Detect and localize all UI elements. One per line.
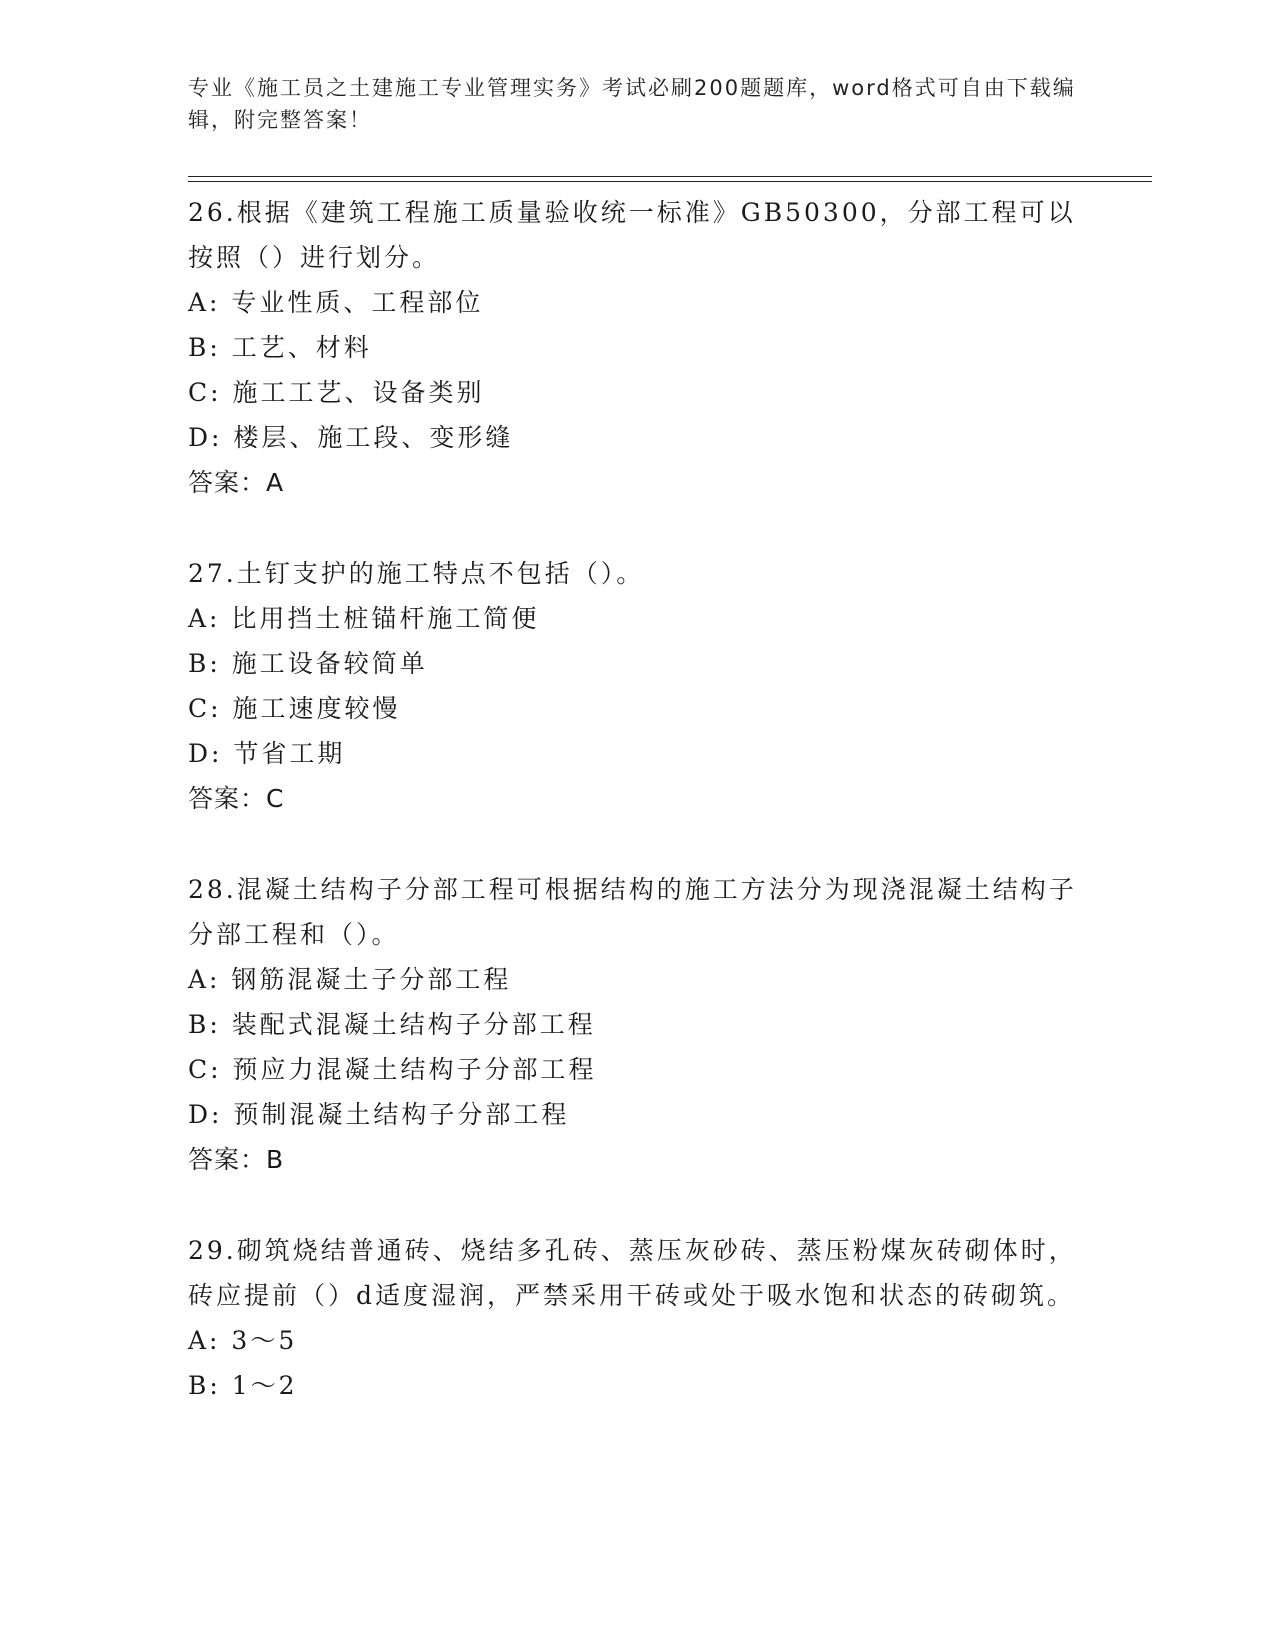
- option-b: B: 施工设备较简单: [188, 649, 428, 678]
- option-c: C: 预应力混凝土结构子分部工程: [188, 1055, 597, 1084]
- option-a: A: 钢筋混凝土子分部工程: [188, 965, 512, 994]
- option-c: C: 施工工艺、设备类别: [188, 378, 485, 407]
- answer: 答案：A: [188, 468, 285, 497]
- header-divider-bottom: [188, 181, 1152, 182]
- option-a: A: 专业性质、工程部位: [188, 288, 484, 317]
- question-text: 28.混凝土结构子分部工程可根据结构的施工方法分为现浇混凝土结构子分部工程和（）。: [188, 875, 1077, 949]
- option-d: D: 节省工期: [188, 739, 346, 768]
- question-text: 26.根据《建筑工程施工质量验收统一标准》GB50300，分部工程可以按照（）进行划分。: [188, 198, 1076, 272]
- question-29: [188, 1228, 1088, 1408]
- question-28: [188, 867, 1088, 1182]
- answer: 答案：C: [188, 784, 285, 813]
- option-b: B: 1～2: [188, 1371, 298, 1400]
- question-text: 29.砌筑烧结普通砖、烧结多孔砖、蒸压灰砂砖、蒸压粉煤灰砖砌体时，砖应提前（）d适度湿润，严禁采用干砖或处于吸水饱和状态的砖砌筑。: [188, 1236, 1077, 1310]
- option-b: B: 装配式混凝土结构子分部工程: [188, 1010, 596, 1039]
- option-c: C: 施工速度较慢: [188, 694, 401, 723]
- header-divider-top: [188, 176, 1152, 177]
- question-26: [188, 190, 1088, 505]
- answer: 答案：B: [188, 1145, 285, 1174]
- question-27: [188, 551, 1088, 821]
- option-a: A: 比用挡土桩锚杆施工简便: [188, 604, 540, 633]
- option-d: D: 预制混凝土结构子分部工程: [188, 1100, 570, 1129]
- document-header: 专业《施工员之土建施工专业管理实务》考试必刷200题题库，word格式可自由下载编辑，附完整答案！: [188, 76, 1076, 132]
- question-list: [188, 190, 1088, 1408]
- question-text: 27.土钉支护的施工特点不包括（）。: [188, 559, 645, 588]
- option-d: D: 楼层、施工段、变形缝: [188, 423, 514, 452]
- option-a: A: 3～5: [188, 1326, 298, 1355]
- option-b: B: 工艺、材料: [188, 333, 372, 362]
